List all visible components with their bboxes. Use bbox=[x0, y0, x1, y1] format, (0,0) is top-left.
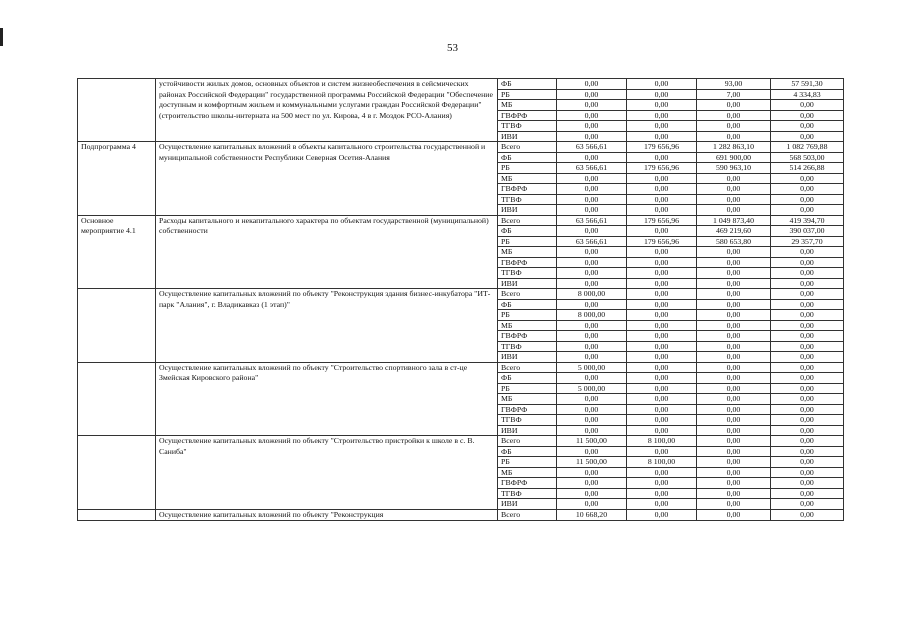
amount-cell: 0,00 bbox=[627, 299, 697, 310]
funding-source-cell: ФБ bbox=[498, 226, 557, 237]
amount-cell: 0,00 bbox=[627, 310, 697, 321]
amount-cell: 0,00 bbox=[771, 331, 844, 342]
amount-cell: 514 266,88 bbox=[771, 163, 844, 174]
table-row bbox=[78, 142, 844, 153]
amount-cell: 57 591,30 bbox=[771, 79, 844, 90]
amount-cell: 0,00 bbox=[557, 478, 627, 489]
amount-cell: 0,00 bbox=[627, 383, 697, 394]
amount-cell: 0,00 bbox=[697, 478, 771, 489]
amount-cell: 0,00 bbox=[771, 341, 844, 352]
funding-source-cell: РБ bbox=[498, 89, 557, 100]
amount-cell: 11 500,00 bbox=[557, 457, 627, 468]
amount-cell: 0,00 bbox=[627, 499, 697, 510]
amount-cell: 0,00 bbox=[557, 173, 627, 184]
amount-cell: 0,00 bbox=[557, 299, 627, 310]
program-description-cell: Осуществление капитальных вложений в объекты капитального строительства государственной и муниципальной собственности Республики Северная Осетия-Алания bbox=[156, 142, 498, 216]
amount-cell: 0,00 bbox=[697, 467, 771, 478]
funding-source-cell: Всего bbox=[498, 289, 557, 300]
amount-cell: 0,00 bbox=[771, 404, 844, 415]
amount-cell: 63 566,61 bbox=[557, 142, 627, 153]
amount-cell: 0,00 bbox=[557, 152, 627, 163]
amount-cell: 0,00 bbox=[627, 247, 697, 258]
amount-cell: 0,00 bbox=[771, 415, 844, 426]
amount-cell: 580 653,80 bbox=[697, 236, 771, 247]
funding-source-cell: ФБ bbox=[498, 79, 557, 90]
table-row bbox=[78, 289, 844, 300]
funding-source-cell: ФБ bbox=[498, 299, 557, 310]
funding-source-cell: Всего bbox=[498, 362, 557, 373]
amount-cell: 0,00 bbox=[771, 257, 844, 268]
amount-cell: 0,00 bbox=[557, 257, 627, 268]
amount-cell: 5 000,00 bbox=[557, 383, 627, 394]
amount-cell: 0,00 bbox=[771, 478, 844, 489]
amount-cell: 0,00 bbox=[697, 352, 771, 363]
amount-cell: 5 000,00 bbox=[557, 362, 627, 373]
amount-cell: 0,00 bbox=[557, 79, 627, 90]
amount-cell: 0,00 bbox=[697, 415, 771, 426]
amount-cell: 1 282 863,10 bbox=[697, 142, 771, 153]
amount-cell: 0,00 bbox=[697, 100, 771, 111]
program-code-cell: Основное мероприятие 4.1 bbox=[78, 215, 156, 289]
amount-cell: 0,00 bbox=[771, 352, 844, 363]
amount-cell: 0,00 bbox=[771, 373, 844, 384]
amount-cell: 0,00 bbox=[697, 121, 771, 132]
amount-cell: 0,00 bbox=[697, 362, 771, 373]
amount-cell: 0,00 bbox=[557, 373, 627, 384]
amount-cell: 1 082 769,88 bbox=[771, 142, 844, 153]
amount-cell: 0,00 bbox=[557, 394, 627, 405]
amount-cell: 0,00 bbox=[771, 131, 844, 142]
amount-cell: 10 668,20 bbox=[557, 509, 627, 521]
amount-cell: 0,00 bbox=[557, 100, 627, 111]
funding-source-cell: ГВФРФ bbox=[498, 331, 557, 342]
funding-source-cell: ТГВФ bbox=[498, 488, 557, 499]
funding-source-cell: ТГВФ bbox=[498, 415, 557, 426]
amount-cell: 0,00 bbox=[697, 341, 771, 352]
amount-cell: 179 656,96 bbox=[627, 236, 697, 247]
amount-cell: 93,00 bbox=[697, 79, 771, 90]
amount-cell: 0,00 bbox=[697, 247, 771, 258]
funding-source-cell: ФБ bbox=[498, 152, 557, 163]
amount-cell: 0,00 bbox=[627, 404, 697, 415]
amount-cell: 0,00 bbox=[557, 194, 627, 205]
amount-cell: 0,00 bbox=[557, 404, 627, 415]
funding-source-cell: ГВФРФ bbox=[498, 184, 557, 195]
amount-cell: 0,00 bbox=[627, 79, 697, 90]
table-row bbox=[78, 215, 844, 226]
amount-cell: 0,00 bbox=[627, 152, 697, 163]
program-description-cell: Осуществление капитальных вложений по объекту "Реконструкция bbox=[156, 509, 498, 521]
amount-cell: 0,00 bbox=[771, 278, 844, 289]
amount-cell: 0,00 bbox=[697, 331, 771, 342]
amount-cell: 0,00 bbox=[697, 394, 771, 405]
table-row bbox=[78, 509, 844, 521]
funding-source-cell: ТГВФ bbox=[498, 341, 557, 352]
amount-cell: 0,00 bbox=[771, 394, 844, 405]
amount-cell: 0,00 bbox=[627, 362, 697, 373]
amount-cell: 0,00 bbox=[697, 404, 771, 415]
amount-cell: 7,00 bbox=[697, 89, 771, 100]
funding-source-cell: ТГВФ bbox=[498, 268, 557, 279]
amount-cell: 8 000,00 bbox=[557, 310, 627, 321]
funding-source-cell: МБ bbox=[498, 394, 557, 405]
program-code-cell bbox=[78, 289, 156, 363]
amount-cell: 0,00 bbox=[557, 278, 627, 289]
amount-cell: 0,00 bbox=[697, 446, 771, 457]
amount-cell: 0,00 bbox=[697, 173, 771, 184]
program-description-cell: Расходы капитального и некапитального характера по объектам государственной (муниципальной) собственности bbox=[156, 215, 498, 289]
amount-cell: 0,00 bbox=[557, 205, 627, 216]
amount-cell: 0,00 bbox=[697, 184, 771, 195]
amount-cell: 0,00 bbox=[557, 110, 627, 121]
amount-cell: 0,00 bbox=[627, 268, 697, 279]
amount-cell: 0,00 bbox=[557, 415, 627, 426]
funding-source-cell: МБ bbox=[498, 467, 557, 478]
amount-cell: 0,00 bbox=[697, 257, 771, 268]
amount-cell: 0,00 bbox=[627, 100, 697, 111]
program-code-cell: Подпрограмма 4 bbox=[78, 142, 156, 216]
amount-cell: 0,00 bbox=[771, 247, 844, 258]
amount-cell: 691 900,00 bbox=[697, 152, 771, 163]
amount-cell: 0,00 bbox=[627, 394, 697, 405]
funding-source-cell: РБ bbox=[498, 310, 557, 321]
amount-cell: 0,00 bbox=[771, 467, 844, 478]
amount-cell: 0,00 bbox=[627, 509, 697, 521]
funding-source-cell: ГВФРФ bbox=[498, 404, 557, 415]
amount-cell: 590 963,10 bbox=[697, 163, 771, 174]
amount-cell: 0,00 bbox=[557, 341, 627, 352]
table-row bbox=[78, 79, 844, 90]
amount-cell: 0,00 bbox=[557, 331, 627, 342]
amount-cell: 568 503,00 bbox=[771, 152, 844, 163]
funding-source-cell: Всего bbox=[498, 142, 557, 153]
amount-cell: 0,00 bbox=[557, 467, 627, 478]
table-row bbox=[78, 362, 844, 373]
amount-cell: 0,00 bbox=[771, 362, 844, 373]
amount-cell: 0,00 bbox=[557, 352, 627, 363]
amount-cell: 0,00 bbox=[697, 457, 771, 468]
amount-cell: 1 049 873,40 bbox=[697, 215, 771, 226]
amount-cell: 0,00 bbox=[697, 310, 771, 321]
program-description-cell: устойчивости жилых домов, основных объектов и систем жизнеобеспечения в сейсмических районах Российской Федерации" государственной программы Российской Федерации "Обеспечение доступным и комфортным жильем и коммунальными услугами граждан Российской Федерации" (строительство школы-интерната на 500 мест по ул. Кирова, 4 в г. Моздок РСО-Алания) bbox=[156, 79, 498, 142]
amount-cell: 0,00 bbox=[627, 320, 697, 331]
funding-source-cell: ИВИ bbox=[498, 278, 557, 289]
amount-cell: 179 656,96 bbox=[627, 215, 697, 226]
amount-cell: 0,00 bbox=[557, 226, 627, 237]
amount-cell: 29 357,70 bbox=[771, 236, 844, 247]
funding-source-cell: ИВИ bbox=[498, 205, 557, 216]
amount-cell: 0,00 bbox=[697, 488, 771, 499]
funding-source-cell: ИВИ bbox=[498, 131, 557, 142]
amount-cell: 0,00 bbox=[771, 268, 844, 279]
amount-cell: 63 566,61 bbox=[557, 215, 627, 226]
amount-cell: 0,00 bbox=[627, 446, 697, 457]
amount-cell: 0,00 bbox=[697, 131, 771, 142]
amount-cell: 0,00 bbox=[771, 110, 844, 121]
amount-cell: 0,00 bbox=[697, 110, 771, 121]
amount-cell: 0,00 bbox=[627, 373, 697, 384]
amount-cell: 390 037,00 bbox=[771, 226, 844, 237]
amount-cell: 0,00 bbox=[557, 320, 627, 331]
amount-cell: 0,00 bbox=[627, 121, 697, 132]
amount-cell: 0,00 bbox=[627, 110, 697, 121]
program-code-cell bbox=[78, 436, 156, 510]
amount-cell: 0,00 bbox=[627, 173, 697, 184]
amount-cell: 0,00 bbox=[627, 184, 697, 195]
amount-cell: 0,00 bbox=[627, 257, 697, 268]
funding-source-cell: ФБ bbox=[498, 446, 557, 457]
amount-cell: 0,00 bbox=[627, 488, 697, 499]
amount-cell: 0,00 bbox=[771, 457, 844, 468]
funding-source-cell: РБ bbox=[498, 457, 557, 468]
amount-cell: 0,00 bbox=[697, 499, 771, 510]
amount-cell: 0,00 bbox=[771, 299, 844, 310]
funding-source-cell: РБ bbox=[498, 163, 557, 174]
amount-cell: 11 500,00 bbox=[557, 436, 627, 447]
amount-cell: 0,00 bbox=[627, 226, 697, 237]
amount-cell: 8 100,00 bbox=[627, 457, 697, 468]
funding-source-cell: РБ bbox=[498, 236, 557, 247]
program-code-cell bbox=[78, 362, 156, 436]
amount-cell: 0,00 bbox=[697, 205, 771, 216]
funding-source-cell: ИВИ bbox=[498, 425, 557, 436]
amount-cell: 0,00 bbox=[771, 425, 844, 436]
amount-cell: 0,00 bbox=[771, 320, 844, 331]
amount-cell: 4 334,83 bbox=[771, 89, 844, 100]
amount-cell: 179 656,96 bbox=[627, 163, 697, 174]
amount-cell: 0,00 bbox=[557, 89, 627, 100]
funding-source-cell: ФБ bbox=[498, 373, 557, 384]
amount-cell: 0,00 bbox=[627, 131, 697, 142]
amount-cell: 0,00 bbox=[627, 289, 697, 300]
amount-cell: 0,00 bbox=[771, 499, 844, 510]
amount-cell: 0,00 bbox=[697, 194, 771, 205]
amount-cell: 0,00 bbox=[771, 383, 844, 394]
funding-source-cell: РБ bbox=[498, 383, 557, 394]
amount-cell: 0,00 bbox=[627, 194, 697, 205]
amount-cell: 0,00 bbox=[697, 268, 771, 279]
amount-cell: 0,00 bbox=[557, 268, 627, 279]
funding-source-cell: Всего bbox=[498, 436, 557, 447]
page-number: 53 bbox=[447, 42, 458, 54]
amount-cell: 0,00 bbox=[697, 509, 771, 521]
program-description-cell: Осуществление капитальных вложений по объекту "Реконструкция здания бизнес-инкубатора "ИТ-парк "Алания", г. Владикавказ (1 этап)" bbox=[156, 289, 498, 363]
amount-cell: 0,00 bbox=[627, 352, 697, 363]
amount-cell: 0,00 bbox=[557, 488, 627, 499]
amount-cell: 0,00 bbox=[697, 278, 771, 289]
amount-cell: 0,00 bbox=[557, 425, 627, 436]
table-body bbox=[78, 79, 844, 521]
amount-cell: 63 566,61 bbox=[557, 236, 627, 247]
funding-source-cell: МБ bbox=[498, 320, 557, 331]
amount-cell: 0,00 bbox=[627, 278, 697, 289]
amount-cell: 0,00 bbox=[557, 121, 627, 132]
amount-cell: 0,00 bbox=[627, 89, 697, 100]
amount-cell: 0,00 bbox=[697, 289, 771, 300]
amount-cell: 0,00 bbox=[557, 499, 627, 510]
budget-table bbox=[77, 78, 844, 521]
amount-cell: 0,00 bbox=[771, 173, 844, 184]
funding-source-cell: ГВФРФ bbox=[498, 478, 557, 489]
amount-cell: 179 656,96 bbox=[627, 142, 697, 153]
amount-cell: 0,00 bbox=[557, 247, 627, 258]
funding-source-cell: ГВФРФ bbox=[498, 257, 557, 268]
amount-cell: 0,00 bbox=[697, 299, 771, 310]
amount-cell: 0,00 bbox=[771, 194, 844, 205]
amount-cell: 419 394,70 bbox=[771, 215, 844, 226]
amount-cell: 0,00 bbox=[771, 310, 844, 321]
amount-cell: 0,00 bbox=[557, 184, 627, 195]
amount-cell: 0,00 bbox=[697, 320, 771, 331]
amount-cell: 469 219,60 bbox=[697, 226, 771, 237]
amount-cell: 0,00 bbox=[557, 131, 627, 142]
amount-cell: 0,00 bbox=[697, 436, 771, 447]
funding-source-cell: Всего bbox=[498, 215, 557, 226]
amount-cell: 0,00 bbox=[771, 121, 844, 132]
amount-cell: 0,00 bbox=[771, 436, 844, 447]
amount-cell: 0,00 bbox=[771, 446, 844, 457]
program-description-cell: Осуществление капитальных вложений по объекту "Строительство пристройки к школе в с. В. Саниба" bbox=[156, 436, 498, 510]
amount-cell: 0,00 bbox=[697, 383, 771, 394]
amount-cell: 0,00 bbox=[697, 373, 771, 384]
amount-cell: 8 100,00 bbox=[627, 436, 697, 447]
funding-source-cell: ГВФРФ bbox=[498, 110, 557, 121]
funding-source-cell: МБ bbox=[498, 173, 557, 184]
amount-cell: 0,00 bbox=[771, 509, 844, 521]
funding-source-cell: ИВИ bbox=[498, 499, 557, 510]
amount-cell: 0,00 bbox=[627, 415, 697, 426]
amount-cell: 0,00 bbox=[627, 331, 697, 342]
funding-source-cell: ИВИ bbox=[498, 352, 557, 363]
funding-source-cell: МБ bbox=[498, 100, 557, 111]
amount-cell: 0,00 bbox=[627, 478, 697, 489]
funding-source-cell: Всего bbox=[498, 509, 557, 521]
program-code-cell bbox=[78, 79, 156, 142]
funding-source-cell: ТГВФ bbox=[498, 121, 557, 132]
amount-cell: 0,00 bbox=[627, 467, 697, 478]
amount-cell: 0,00 bbox=[627, 425, 697, 436]
program-description-cell: Осуществление капитальных вложений по объекту "Строительство спортивного зала в ст-це Змейская Кировского района" bbox=[156, 362, 498, 436]
funding-source-cell: МБ bbox=[498, 247, 557, 258]
funding-source-cell: ТГВФ bbox=[498, 194, 557, 205]
amount-cell: 0,00 bbox=[771, 205, 844, 216]
amount-cell: 63 566,61 bbox=[557, 163, 627, 174]
amount-cell: 0,00 bbox=[627, 341, 697, 352]
amount-cell: 0,00 bbox=[627, 205, 697, 216]
amount-cell: 0,00 bbox=[771, 289, 844, 300]
amount-cell: 0,00 bbox=[771, 184, 844, 195]
amount-cell: 0,00 bbox=[697, 425, 771, 436]
amount-cell: 0,00 bbox=[771, 488, 844, 499]
amount-cell: 8 000,00 bbox=[557, 289, 627, 300]
table-row bbox=[78, 436, 844, 447]
amount-cell: 0,00 bbox=[557, 446, 627, 457]
amount-cell: 0,00 bbox=[771, 100, 844, 111]
program-code-cell bbox=[78, 509, 156, 521]
